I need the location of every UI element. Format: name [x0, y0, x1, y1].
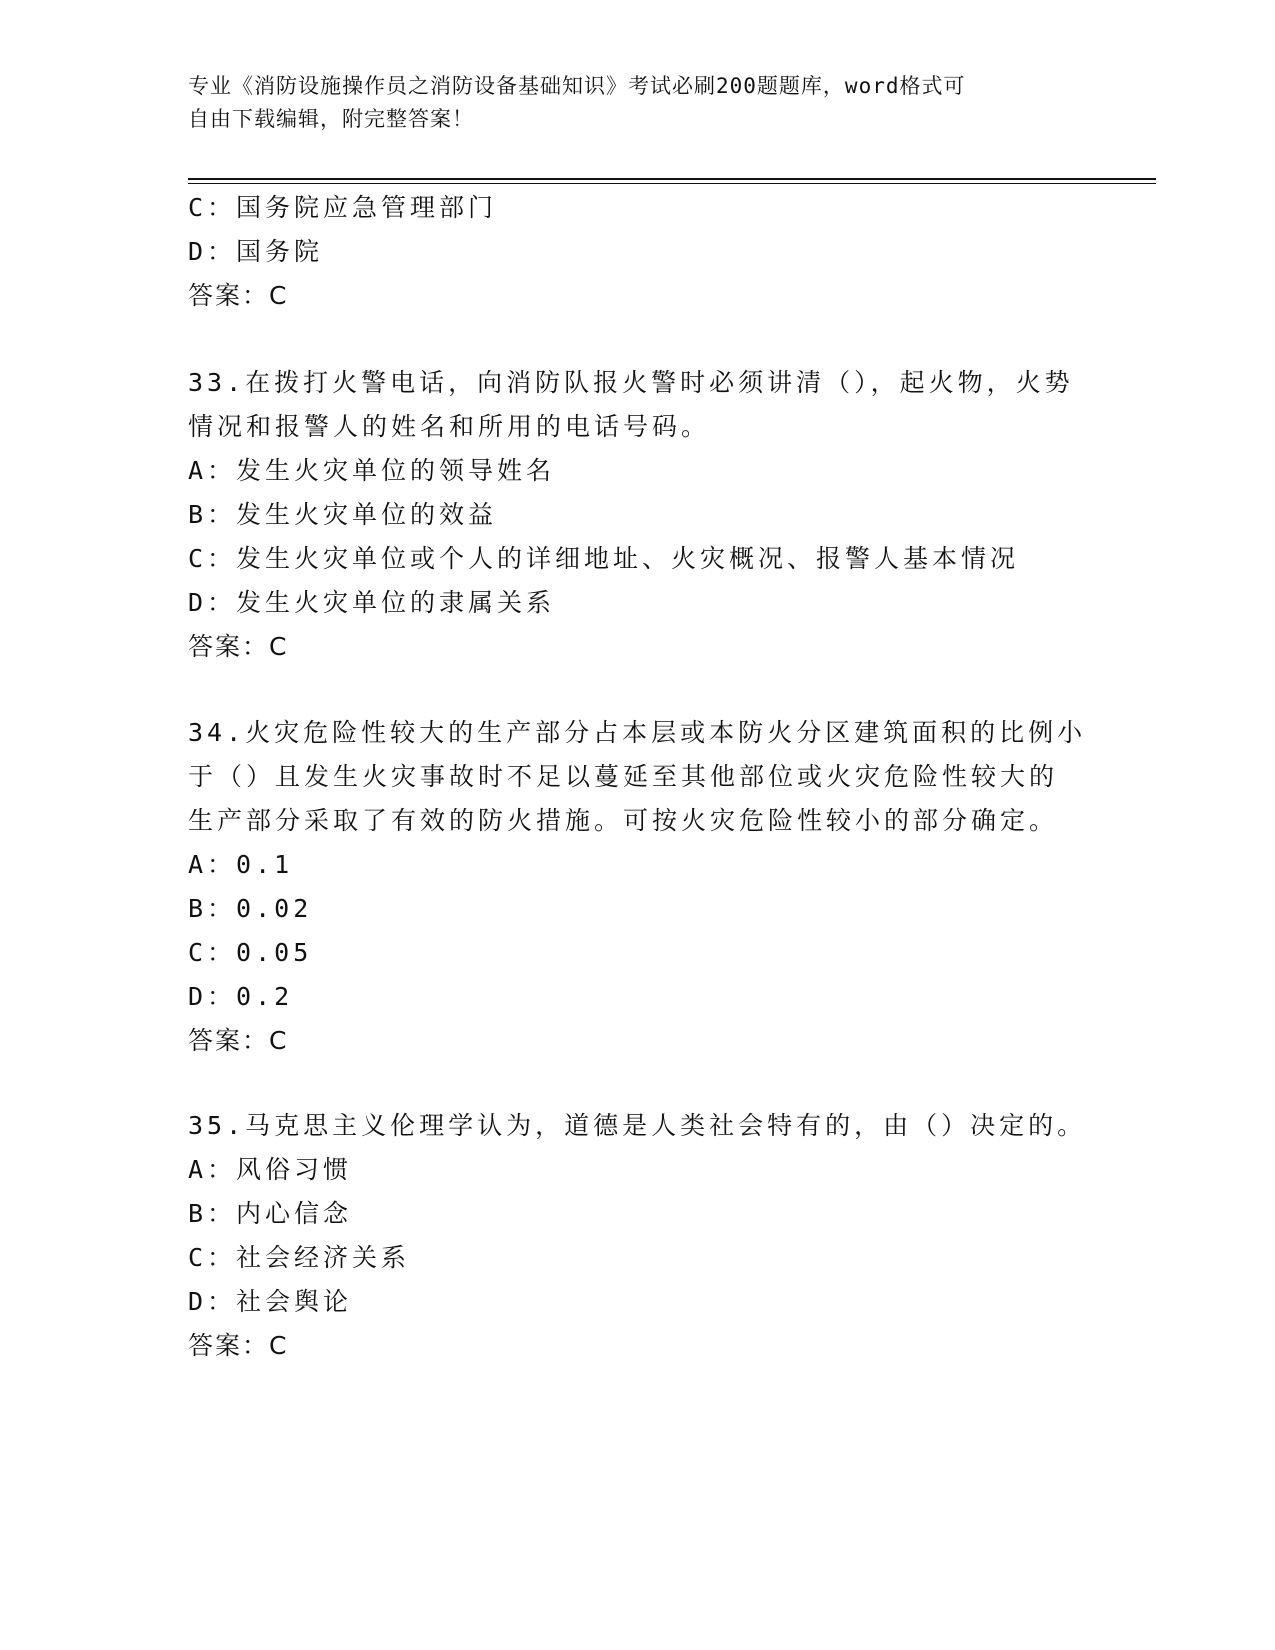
document-header: [188, 70, 1068, 136]
q34-stem-line-3: 生产部分采取了有效的防火措施。可按火灾危险性较小的部分确定。: [188, 806, 1059, 835]
q35-stem-line-1: 35.马克思主义伦理学认为，道德是人类社会特有的，由（）决定的。: [188, 1111, 1087, 1140]
q34-stem-line-2: 于（）且发生火灾事故时不足以蔓延至其他部位或火灾危险性较大的: [188, 762, 1059, 791]
q35-option-a: A：风俗习惯: [188, 1155, 353, 1184]
q33-option-c: C：发生火灾单位或个人的详细地址、火灾概况、报警人基本情况: [188, 544, 1020, 573]
q33-option-b: B：发生火灾单位的效益: [188, 500, 498, 529]
header-divider-thin: [188, 183, 1156, 184]
header-divider-thick: [188, 178, 1156, 180]
q34-stem-line-1: 34.火灾危险性较大的生产部分占本层或本防火分区建筑面积的比例小: [188, 718, 1087, 747]
q32-option-d: D：国务院: [188, 237, 324, 266]
q35-option-d: D：社会舆论: [188, 1287, 353, 1316]
q34-option-a: A：0.1: [188, 850, 294, 879]
q35-answer: 答案：C: [188, 1331, 289, 1360]
header-title-line-2: 自由下载编辑，附完整答案！: [188, 107, 474, 131]
q32-answer: 答案：C: [188, 281, 289, 310]
q33-stem-line-1: 33.在拨打火警电话，向消防队报火警时必须讲清（），起火物，火势: [188, 368, 1074, 397]
q34-option-c: C：0.05: [188, 938, 313, 967]
q32-option-c: C：国务院应急管理部门: [188, 193, 498, 222]
q35-option-b: B：内心信念: [188, 1199, 353, 1228]
q33-answer: 答案：C: [188, 632, 289, 661]
header-title-line-1: 专业《消防设施操作员之消防设备基础知识》考试必刷200题题库，word格式可: [188, 74, 966, 98]
q34-option-b: B：0.02: [188, 894, 313, 923]
q33-option-d: D：发生火灾单位的隶属关系: [188, 588, 556, 617]
q33-option-a: A：发生火灾单位的领导姓名: [188, 456, 556, 485]
q34-option-d: D：0.2: [188, 982, 294, 1011]
q35-option-c: C：社会经济关系: [188, 1243, 411, 1272]
q33-stem-line-2: 情况和报警人的姓名和所用的电话号码。: [188, 412, 711, 441]
q34-answer: 答案：C: [188, 1026, 289, 1055]
